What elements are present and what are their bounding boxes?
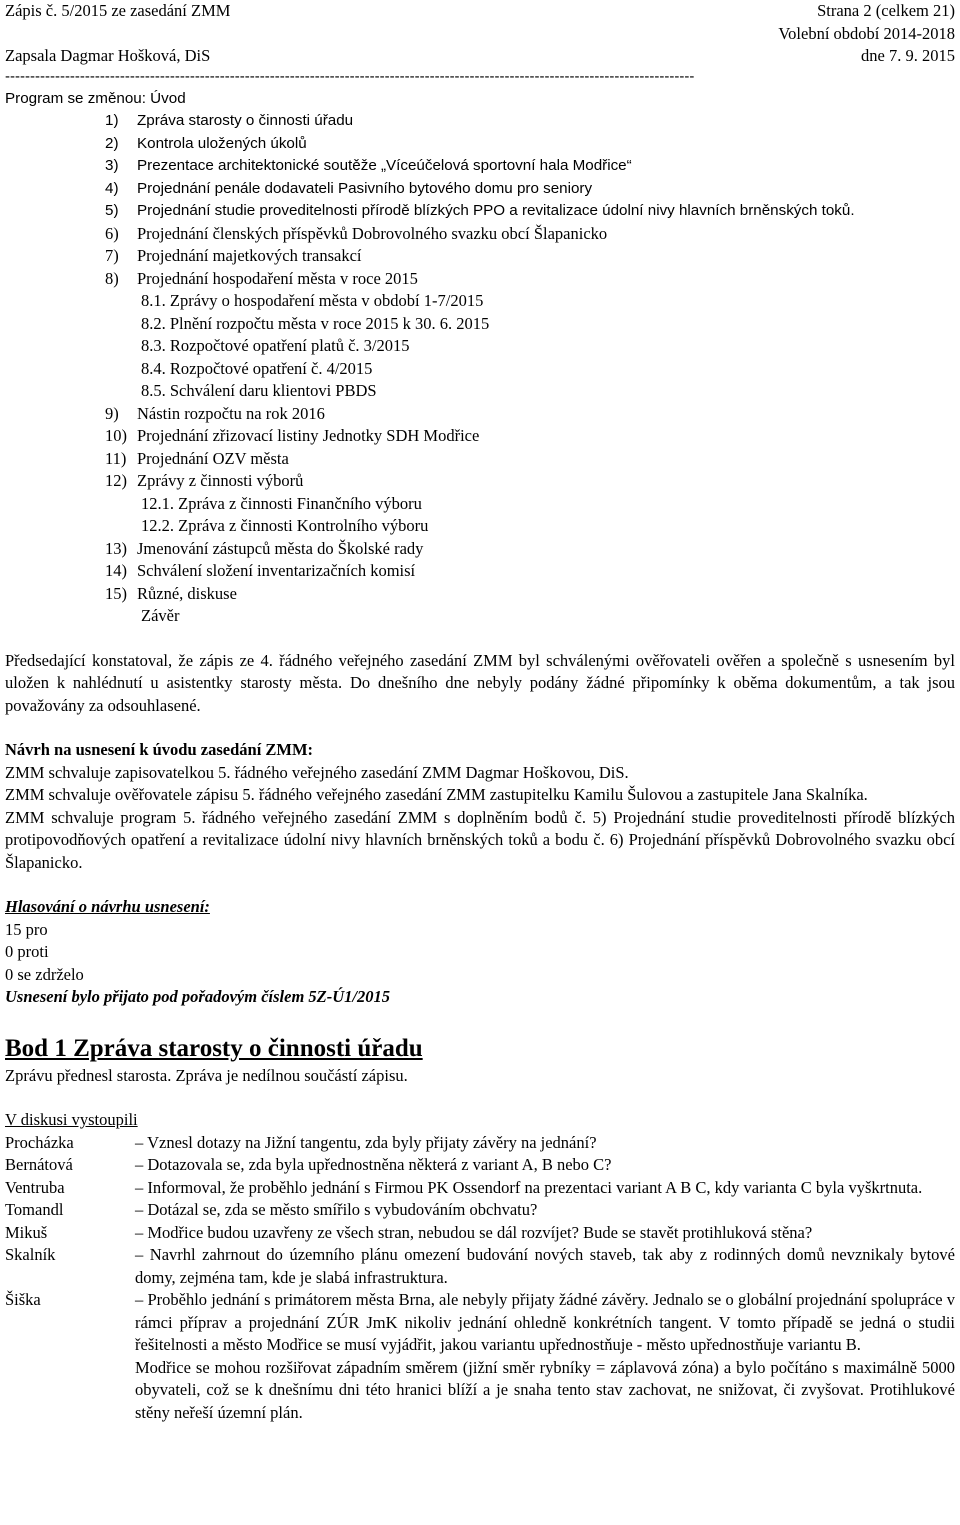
proposal-line: ZMM schvaluje zapisovatelkou 5. řádného veřejného zasedání ZMM Dagmar Hoškovou, DiS. (5, 762, 629, 782)
speaker-name: Ventruba (5, 1177, 65, 1197)
header-author: Zapsala Dagmar Hošková, DiS (5, 46, 211, 65)
header-separator: ------------------------------------------------------------------------------------------------------------------------------------------ (5, 67, 695, 85)
header-title: Zápis č. 5/2015 ze zasedání ZMM (5, 1, 231, 20)
spacer (5, 717, 955, 739)
list-item (5, 133, 955, 156)
program-list-a (5, 110, 955, 223)
item-text: Projednání penále dodavateli Pasivního bytového domu pro seniory (137, 179, 593, 197)
list-item (5, 178, 955, 201)
speaker-text: – Informoval, že proběhlo jednání s Firmou PK Ossendorf na prezentaci variant A B C, kdy varianta C byla vyškrtnuta. (135, 1177, 923, 1197)
speaker-name-empty (5, 1357, 135, 1425)
vote-section (5, 896, 955, 1009)
discussion-row (5, 1357, 955, 1425)
item-number: 13) (105, 538, 127, 558)
speaker-text: – Proběhlo jednání s primátorem města Brna, ale nebyly přijaty žádné závěry. Jednalo se o globální projednání spolupráce v rámci příprav a projednání ZÚR JmK nikoliv jednání ohledně konkrétních tangent. V tomto případě se jedná o studii řešitelnosti a město Modřice se musí vyjádřit, jakou variantu upřednostňuje - město upřednostňuje variantu B. (135, 1290, 955, 1354)
item-text: Různé, diskuse (137, 583, 237, 603)
header-row-3 (5, 45, 955, 68)
item-text: Schválení složení inventarizačních komisí (137, 561, 416, 580)
item-text: Projednání hospodaření města v roce 2015 (137, 268, 418, 288)
vote-result: Usnesení bylo přijato pod pořadovým číslem 5Z-Ú1/2015 (5, 987, 390, 1006)
list-item (5, 470, 955, 493)
vote-for: 15 pro (5, 919, 48, 939)
sub-item: 8.5. Schválení daru klientovi PBDS (141, 381, 377, 400)
bod1-intro: Zprávu přednesl starosta. Zpráva je nedílnou součástí zápisu. (5, 1065, 408, 1085)
discussion-row (5, 1154, 955, 1177)
item-number: 11) (105, 448, 127, 468)
program-section (5, 88, 955, 223)
proposal-line: ZMM schvaluje program 5. řádného veřejného zasedání ZMM s doplněním bodů č. 5) Projednání studie proveditelnosti přírodě blízkých protipovodňových opatření a revitalizace údolní nivy hlavních brněnských toků a bodu č. 6) Projednání příspěvků Dobrovolného svazku obcí Šlapanicko. (5, 807, 955, 872)
list-item (5, 223, 955, 246)
item-text: Projednání studie proveditelnosti přírodě blízkých PPO a revitalizace údolní nivy hlavních brněnských toků. (137, 202, 855, 219)
list-item (5, 538, 955, 561)
page-header (5, 0, 955, 86)
list-item (5, 110, 955, 133)
item-number: 8) (105, 268, 119, 288)
list-item (5, 245, 955, 268)
vote-against: 0 proti (5, 942, 49, 961)
item-text: Nástin rozpočtu na rok 2016 (137, 403, 325, 423)
intro-paragraph: Předsedající konstatoval, že zápis ze 4. řádného veřejného zasedání ZMM byl schválenými ověřovateli ověřen a společně s usnesením byl uložen k nahlédnutí u asistentky starosty města. Do dnešního dne nebyly podány žádné připomínky k oběma dokumentům, a tak jsou považovány za odsouhlasené. (5, 650, 955, 715)
speaker-text: – Dotázal se, zda se město smířilo s vybudováním obchvatu? (135, 1200, 538, 1219)
list-item (5, 560, 955, 583)
header-election-period: Volební období 2014-2018 (778, 23, 955, 43)
sub-item: 12.1. Zpráva z činnosti Finančního výboru (141, 493, 422, 513)
item-number: 5) (105, 202, 119, 219)
program-title: Program se změnou: Úvod (5, 89, 186, 107)
item-number: 1) (105, 112, 119, 129)
item-number: 4) (105, 179, 119, 197)
item-number: 6) (105, 223, 119, 243)
sub-item: 8.3. Rozpočtové opatření platů č. 3/2015 (141, 336, 410, 355)
speaker-name: Procházka (5, 1132, 74, 1152)
speaker-name: Bernátová (5, 1155, 73, 1174)
list-item (5, 448, 955, 471)
item-text: Projednání zřizovací listiny Jednotky SDH Modřice (137, 426, 480, 445)
item-text: Projednání OZV města (137, 448, 289, 468)
program-list-b (5, 223, 955, 628)
header-row-1 (5, 0, 955, 23)
list-item (5, 155, 955, 178)
sub-item: 8.2. Plnění rozpočtu města v roce 2015 k 30. 6. 2015 (141, 313, 490, 333)
item-number: 15) (105, 583, 127, 603)
proposal-line: ZMM schvaluje ověřovatele zápisu 5. řádného veřejného zasedání ZMM zastupitelku Kamilu Šulovou a zastupitele Jana Skalníka. (5, 785, 868, 804)
spacer (5, 628, 955, 650)
discussion-row (5, 1222, 955, 1245)
spacer (5, 1087, 955, 1109)
spacer (5, 1009, 955, 1033)
item-text: Projednání členských příspěvků Dobrovolného svazku obcí Šlapanicko (137, 223, 608, 243)
bod1-heading: Bod 1 Zpráva starosty o činnosti úřadu (5, 1034, 423, 1062)
proposal-section (5, 739, 955, 874)
program-conclusion: Závěr (141, 606, 180, 625)
speaker-text: – Dotazovala se, zda byla upřednostněna některá z variant A, B nebo C? (135, 1155, 612, 1174)
discussion-row (5, 1244, 955, 1289)
sub-item: 8.1. Zprávy o hospodaření města v období 1-7/2015 (141, 291, 484, 310)
item-number: 12) (105, 471, 127, 490)
item-number: 9) (105, 403, 119, 423)
list-item (5, 425, 955, 448)
header-page-number: Strana 2 (celkem 21) (817, 1, 955, 20)
list-item (5, 583, 955, 606)
discussion-row (5, 1177, 955, 1200)
list-item (5, 403, 955, 426)
closing-text: Modřice se mohou rozšiřovat západním směrem (jižní směr rybníky = záplavová zóna) a bylo počítáno s maximálně 5000 obyvateli, což se k dnešnímu dni této hranici blíží a je snaha tento stav zachovat, ne snižovat, či zvyšovat. Protihlukové stěny neřeší územní plán. (135, 1357, 955, 1422)
vote-title: Hlasování o návrhu usnesení: (5, 897, 210, 916)
item-number: 3) (105, 157, 119, 174)
sub-item: 8.4. Rozpočtové opatření č. 4/2015 (141, 358, 373, 378)
discussion-title: V diskusi vystoupili (5, 1110, 138, 1129)
vote-abstain: 0 se zdrželo (5, 964, 84, 984)
speaker-text: – Modřice budou uzavřeny ze všech stran, nebudou se dál rozvíjet? Bude se stavět protihluková stěna? (135, 1222, 813, 1242)
item-number: 10) (105, 426, 127, 445)
item-text: Kontrola uložených úkolů (137, 134, 307, 152)
speaker-name: Mikuš (5, 1222, 48, 1242)
item-text: Zprávy z činnosti výborů (137, 471, 304, 490)
bod1-section (5, 1033, 955, 1425)
spacer (5, 874, 955, 896)
sub-item: 12.2. Zpráva z činnosti Kontrolního výboru (141, 516, 429, 535)
speaker-name: Tomandl (5, 1200, 64, 1219)
proposal-title: Návrh na usnesení k úvodu zasedání ZMM: (5, 740, 314, 759)
list-item (5, 268, 955, 291)
speaker-name: Skalník (5, 1245, 56, 1264)
item-text: Projednání majetkových transakcí (137, 246, 362, 265)
list-item (5, 200, 955, 223)
item-text: Jmenování zástupců města do Školské rady (137, 538, 424, 558)
speaker-text: – Vznesl dotazy na Jižní tangentu, zda byly přijaty závěry na jednání? (135, 1132, 597, 1152)
item-number: 2) (105, 134, 119, 152)
speaker-text: – Navrhl zahrnout do územního plánu omezení budování nových staveb, tak aby z rodinných domů nevznikaly bytové domy, zejména tam, kde je slabá infrastruktura. (135, 1245, 955, 1287)
item-text: Prezentace architektonické soutěže „Víceúčelová sportovní hala Modřice“ (137, 157, 632, 174)
speaker-name: Šiška (5, 1290, 41, 1309)
discussion-row (5, 1132, 955, 1155)
header-date: dne 7. 9. 2015 (861, 46, 955, 65)
discussion-row (5, 1289, 955, 1357)
discussion-row (5, 1199, 955, 1222)
item-number: 7) (105, 246, 119, 265)
item-number: 14) (105, 561, 127, 580)
item-text: Zpráva starosty o činnosti úřadu (137, 112, 354, 129)
